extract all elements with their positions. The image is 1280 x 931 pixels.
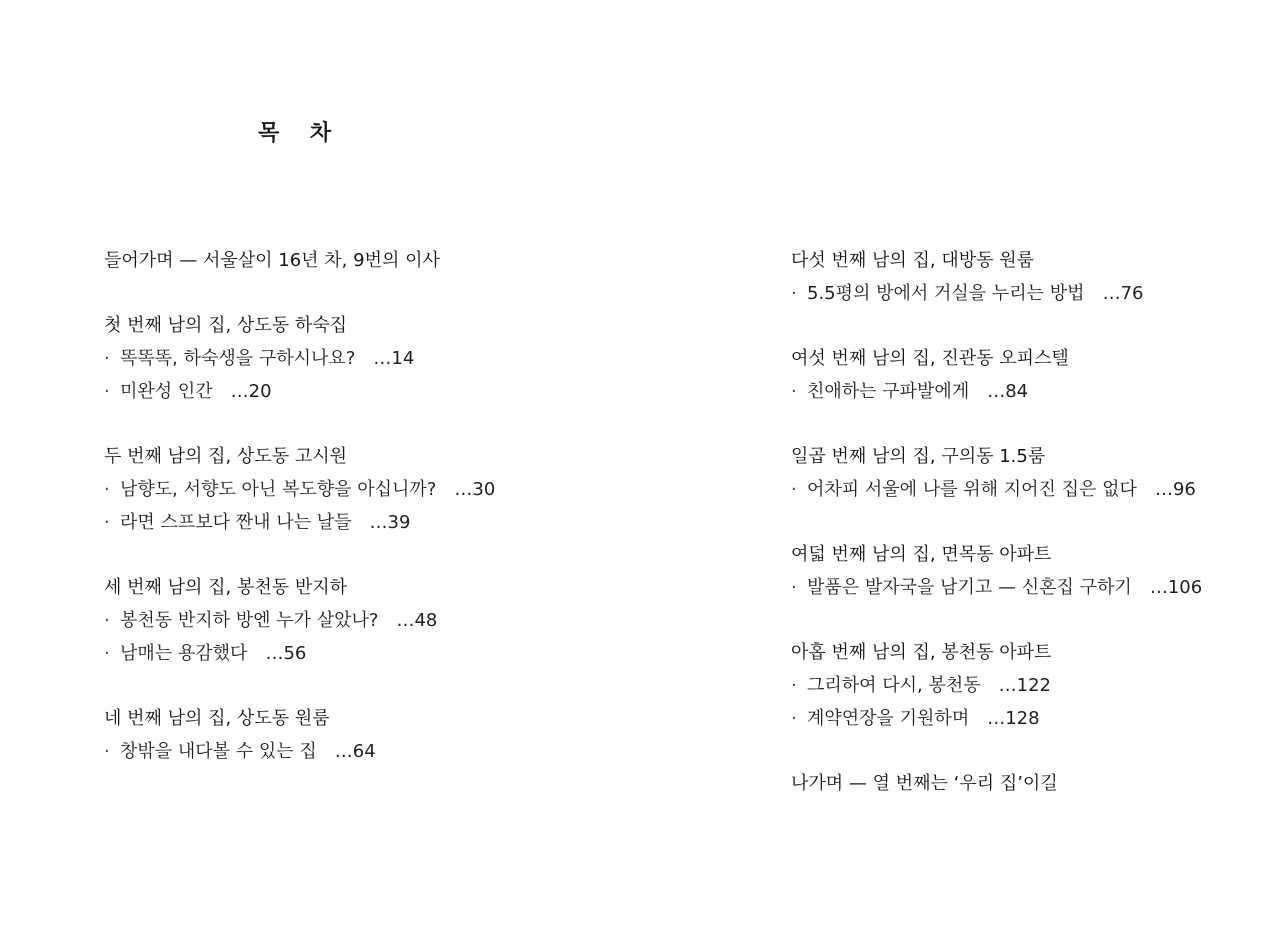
entry-title: 5.5평의 방에서 거실을 누리는 방법 xyxy=(807,283,1085,304)
toc-entry[interactable] xyxy=(104,604,704,637)
toc-entry[interactable] xyxy=(104,473,704,506)
toc-section xyxy=(791,636,1261,735)
page-number: …39 xyxy=(369,512,411,533)
toc-section xyxy=(104,309,704,408)
toc-section xyxy=(791,440,1261,506)
entry-title: 봉천동 반지하 방엔 누가 살았나? xyxy=(120,610,379,631)
toc-entry[interactable] xyxy=(791,375,1261,408)
page-number: …84 xyxy=(987,381,1029,402)
bullet-icon: · xyxy=(791,675,797,696)
page-number: …64 xyxy=(334,741,376,762)
page-number: …48 xyxy=(396,610,438,631)
toc-entry[interactable] xyxy=(104,506,704,539)
bullet-icon: · xyxy=(791,283,797,304)
bullet-icon: · xyxy=(104,479,110,500)
page-number: …20 xyxy=(230,381,272,402)
entry-title: 남향도, 서향도 아닌 복도향을 아십니까? xyxy=(120,479,437,500)
entry-title: 어차피 서울에 나를 위해 지어진 집은 없다 xyxy=(807,479,1137,500)
entry-title: 계약연장을 기원하며 xyxy=(807,708,970,729)
toc-entry[interactable] xyxy=(791,473,1261,506)
toc-entry[interactable] xyxy=(791,277,1261,310)
entry-title: 친애하는 구파발에게 xyxy=(807,381,970,402)
toc-entry[interactable] xyxy=(104,735,704,768)
toc-entry[interactable] xyxy=(791,669,1261,702)
toc-entry[interactable] xyxy=(791,571,1261,604)
page-number: …56 xyxy=(265,643,307,664)
bullet-icon: · xyxy=(104,512,110,533)
toc-entry[interactable] xyxy=(791,702,1261,735)
entry-title: 창밖을 내다볼 수 있는 집 xyxy=(120,741,317,762)
toc-entry[interactable] xyxy=(104,375,704,408)
bullet-icon: · xyxy=(791,479,797,500)
entry-title: 남매는 용감했다 xyxy=(120,643,248,664)
section-heading[interactable]: 아홉 번째 남의 집, 봉천동 아파트 xyxy=(791,642,1052,663)
bullet-icon: · xyxy=(791,577,797,598)
section-heading[interactable]: 네 번째 남의 집, 상도동 원룸 xyxy=(104,708,330,729)
toc-section xyxy=(791,538,1261,604)
entry-title: 똑똑똑, 하숙생을 구하시나요? xyxy=(120,348,356,369)
section-heading[interactable]: 다섯 번째 남의 집, 대방동 원룸 xyxy=(791,250,1034,271)
entry-title: 발품은 발자국을 남기고 — 신혼집 구하기 xyxy=(807,577,1132,598)
toc-section xyxy=(791,244,1261,310)
bullet-icon: · xyxy=(104,643,110,664)
section-heading[interactable]: 두 번째 남의 집, 상도동 고시원 xyxy=(104,446,347,467)
page-number: …122 xyxy=(998,675,1052,696)
entry-title: 그리하여 다시, 봉천동 xyxy=(807,675,981,696)
toc-section xyxy=(104,244,704,277)
entry-title: 미완성 인간 xyxy=(120,381,213,402)
section-heading[interactable]: 여덟 번째 남의 집, 면목동 아파트 xyxy=(791,544,1052,565)
page-number: …30 xyxy=(454,479,496,500)
toc-entry[interactable] xyxy=(104,637,704,670)
toc-section xyxy=(104,571,704,670)
toc-section xyxy=(791,767,1261,800)
section-heading[interactable]: 세 번째 남의 집, 봉천동 반지하 xyxy=(104,577,347,598)
section-heading[interactable]: 일곱 번째 남의 집, 구의동 1.5룸 xyxy=(791,446,1046,467)
bullet-icon: · xyxy=(791,381,797,402)
entry-title: 라면 스프보다 짠내 나는 날들 xyxy=(120,512,352,533)
toc-section xyxy=(791,342,1261,408)
page-number: …128 xyxy=(987,708,1040,729)
toc-left-column xyxy=(104,244,704,800)
page-number: …76 xyxy=(1102,283,1144,304)
toc-section xyxy=(104,702,704,768)
bullet-icon: · xyxy=(104,348,110,369)
page-number: …106 xyxy=(1149,577,1203,598)
section-heading[interactable]: 첫 번째 남의 집, 상도동 하숙집 xyxy=(104,315,347,336)
bullet-icon: · xyxy=(104,381,110,402)
section-heading[interactable]: 여섯 번째 남의 집, 진관동 오피스텔 xyxy=(791,348,1069,369)
toc-right-column xyxy=(791,244,1261,832)
bullet-icon: · xyxy=(791,708,797,729)
bullet-icon: · xyxy=(104,610,110,631)
page-number: …14 xyxy=(373,348,415,369)
section-heading[interactable]: 나가며 — 열 번째는 ‘우리 집’이길 xyxy=(791,773,1058,794)
toc-entry[interactable] xyxy=(104,342,704,375)
page-title: 목 차 xyxy=(258,121,332,146)
section-heading[interactable]: 들어가며 — 서울살이 16년 차, 9번의 이사 xyxy=(104,250,440,271)
page-number: …96 xyxy=(1154,479,1196,500)
toc-section xyxy=(104,440,704,539)
bullet-icon: · xyxy=(104,741,110,762)
